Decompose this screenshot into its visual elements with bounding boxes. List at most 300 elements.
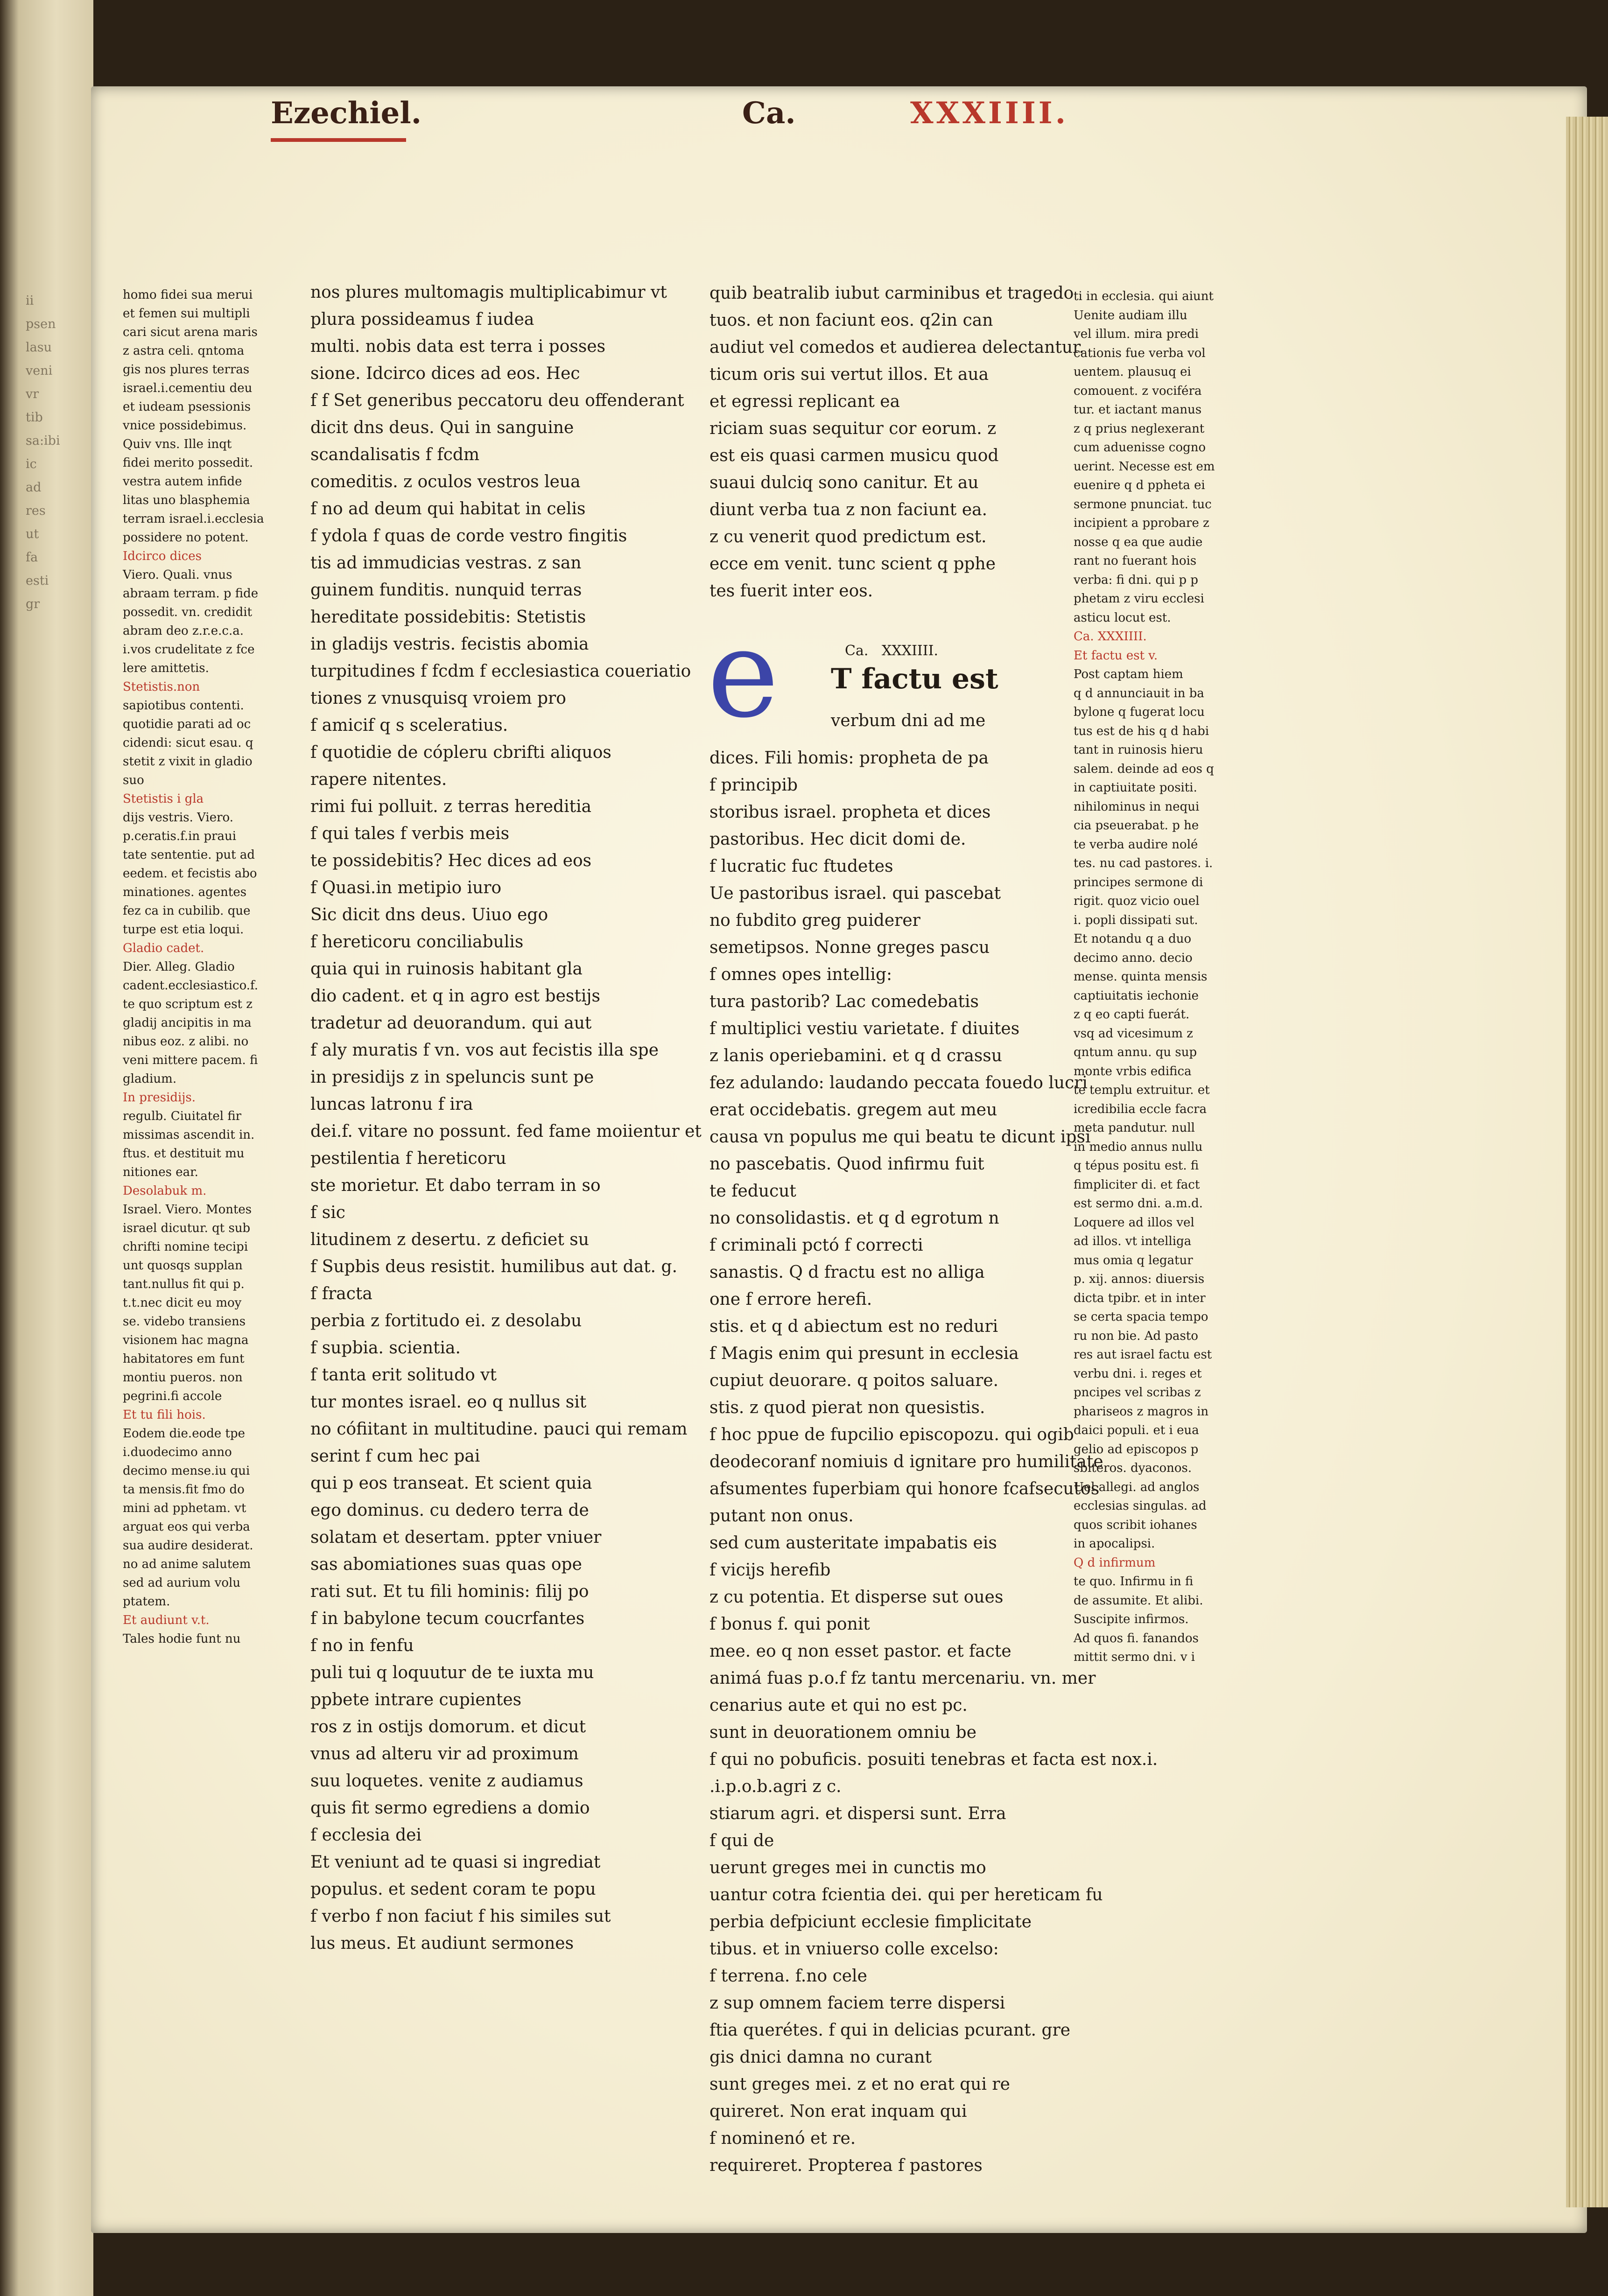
text-line: tuos. et non faciunt eos. q2in can	[709, 311, 993, 330]
text-line: sunt greges mei. z et no erat qui re	[709, 2075, 1010, 2094]
text-line: animá fuas p.o.f fz tantu mercenariu. vn. mer	[709, 1669, 1096, 1688]
gloss-line: mus omia q legatur	[1074, 1253, 1193, 1267]
gloss-line: minationes. agentes	[123, 885, 247, 899]
gloss-line: te verba audire nolé	[1074, 837, 1198, 852]
gloss-line: Stetistis i gla	[123, 792, 204, 806]
gloss-line: nitiones ear.	[123, 1165, 198, 1179]
text-line: tiones z vnusquisq vroiem pro	[310, 689, 566, 708]
text-line: est eis quasi carmen musicu quod	[709, 446, 999, 465]
gloss-line: Q d infirmum	[1074, 1555, 1156, 1570]
running-head-chapter-number: XXXIIII.	[910, 96, 1068, 131]
text-line: stiarum agri. et dispersi sunt. Erra	[709, 1804, 1006, 1823]
gloss-line: Desolabuk m.	[123, 1184, 207, 1198]
gloss-line: tant.nullus fit qui p.	[123, 1277, 245, 1291]
text-line: multi. nobis data est terra i posses	[310, 337, 606, 356]
gloss-line: mini ad pphetam. vt	[123, 1501, 246, 1515]
text-line: tura pastorib? Lac comedebatis	[709, 992, 979, 1011]
gloss-line: et femen sui multipli	[123, 307, 250, 321]
text-line: Et veniunt ad te quasi si ingrediat	[310, 1853, 601, 1872]
gloss-line: monte vrbis edifica	[1074, 1064, 1192, 1078]
text-line: f supbia. scientia.	[310, 1338, 461, 1358]
gloss-line: captiuitatis iechonie	[1074, 988, 1199, 1003]
text-line: et egressi replicant ea	[709, 392, 900, 411]
text-line: riciam suas sequitur cor eorum. z	[709, 419, 997, 438]
gloss-line: ptatem.	[123, 1595, 170, 1609]
gloss-line: mittit sermo dni. v i	[1074, 1650, 1195, 1664]
text-line: sed cum austeritate impabatis eis	[709, 1533, 997, 1553]
gloss-line: Quiv vns. Ille inqt	[123, 437, 232, 451]
gloss-line: regulb. Ciuitatel fir	[123, 1109, 242, 1123]
gloss-line: visionem hac magna	[123, 1333, 249, 1347]
text-line: dicit dns deus. Qui in sanguine	[310, 418, 574, 437]
gloss-line: dijs vestris. Viero.	[123, 811, 234, 825]
gloss-column-right	[1074, 287, 1239, 1667]
gloss-line: mense. quinta mensis	[1074, 970, 1208, 984]
gloss-line: uerint. Necesse est em	[1074, 459, 1215, 474]
gloss-line: pegrini.fi accole	[123, 1389, 222, 1403]
text-line: solatam et desertam. ppter vniuer	[310, 1528, 602, 1547]
gloss-line: bylone q fugerat locu	[1074, 705, 1205, 719]
gloss-line: Viero. Quali. vnus	[123, 568, 232, 582]
text-line: sanastis. Q d fractu est no alliga	[709, 1263, 985, 1282]
gloss-line: et iudeam psessionis	[123, 400, 251, 414]
left-edge-line: veni	[26, 364, 53, 378]
left-edge-line: ii	[26, 294, 34, 308]
text-line: f vicijs herefib	[709, 1561, 831, 1580]
text-line: plura possideamus f iudea	[310, 310, 534, 329]
gloss-line: montiu pueros. non	[123, 1371, 243, 1385]
gloss-line: sapiotibus contenti.	[123, 699, 244, 713]
text-line: no cófiitant in multitudine. pauci qui remam	[310, 1420, 688, 1439]
text-line: afsumentes fuperbiam qui honore fcafsecutos	[709, 1479, 1100, 1498]
gloss-line: Eodem die.eode tpe	[123, 1427, 246, 1441]
gloss-line: vestra autem infide	[123, 475, 242, 489]
gloss-line: fidei merito possedit.	[123, 456, 253, 470]
text-line: z sup omnem faciem terre dispersi	[709, 1994, 1005, 2013]
text-line: f tanta erit solitudo vt	[310, 1365, 497, 1385]
text-line: f Magis enim qui presunt in ecclesia	[709, 1344, 1019, 1363]
text-line: f Supbis deus resistit. humilibus aut dat. g.	[310, 1257, 678, 1276]
left-edge-line: vr	[26, 387, 39, 401]
text-line: f lucratic fuc ftudetes	[709, 857, 893, 876]
gloss-line: Et audiunt v.t.	[123, 1613, 210, 1627]
gloss-line: possedit. vn. credidit	[123, 605, 253, 619]
gloss-line: t.t.nec dicit eu moy	[123, 1296, 242, 1310]
gloss-line: Et notandu q a duo	[1074, 932, 1192, 946]
text-line: in gladijs vestris. fecistis abomia	[310, 635, 589, 654]
gloss-line: icredibilia eccle facra	[1074, 1102, 1207, 1116]
gloss-line: res aut israel factu est	[1074, 1348, 1212, 1362]
text-line: ecce em venit. tunc scient q pphe	[709, 554, 996, 574]
left-page-text	[26, 289, 82, 1736]
gloss-line: possidere no potent.	[123, 531, 249, 545]
gloss-line: i.vos crudelitate z fce	[123, 643, 255, 657]
gloss-line: phariseos z magros in	[1074, 1404, 1209, 1419]
gloss-line: p. xij. annos: diuersis	[1074, 1272, 1205, 1286]
gloss-line: habitatores em funt	[123, 1352, 245, 1366]
text-line: f aly muratis f vn. vos aut fecistis illa spe	[310, 1041, 659, 1060]
gloss-line: meta pandutur. null	[1074, 1121, 1195, 1135]
text-line: mee. eo q non esset pastor. et facte	[709, 1642, 1011, 1661]
gloss-line: unt quosqs supplan	[123, 1259, 243, 1273]
text-line: f no in fenfu	[310, 1636, 414, 1655]
text-line: suaui dulciq sono canitur. Et au	[709, 473, 979, 492]
text-line: scandalisatis f fcdm	[310, 445, 480, 464]
gloss-line: verbu dni. i. reges et	[1074, 1366, 1202, 1381]
text-line: perbia z fortitudo ei. z desolabu	[310, 1311, 582, 1330]
gloss-line: tur. et iactant manus	[1074, 403, 1202, 417]
text-line: no consolidastis. et q d egrotum n	[709, 1209, 999, 1228]
gloss-line: Suscipite infirmos.	[1074, 1612, 1189, 1626]
gloss-line: stetit z vixit in gladio	[123, 755, 253, 769]
text-line: z lanis operiebamini. et q d crassu	[709, 1046, 1002, 1065]
text-line: f amicif q s sceleratius.	[310, 716, 508, 735]
text-line: causa vn populus me qui beatu te dicunt ipsi	[709, 1127, 1091, 1147]
left-edge-line: tib	[26, 410, 43, 425]
text-line: guinem funditis. nunquid terras	[310, 581, 582, 600]
gloss-line: suo	[123, 773, 144, 787]
running-head-book: Ezechiel.	[271, 96, 421, 131]
gloss-line: Post captam hiem	[1074, 667, 1183, 681]
left-edge-line: res	[26, 504, 46, 518]
text-line: f principib	[709, 776, 798, 795]
gloss-line: z q prius neglexerant	[1074, 421, 1205, 436]
gloss-line: cum aduenisse cogno	[1074, 441, 1206, 455]
text-line: te possidebitis? Hec dices ad eos	[310, 851, 592, 870]
text-line: f multiplici vestiu varietate. f diuites	[709, 1019, 1020, 1038]
text-line: requireret. Propterea f pastores	[709, 2156, 983, 2175]
text-column-1	[310, 279, 702, 1957]
text-line: dices. Fili homis: propheta de pa	[709, 749, 989, 768]
gloss-line: israel.i.cementiu deu	[123, 381, 253, 395]
gloss-line: rant no fuerant hois	[1074, 554, 1197, 568]
gloss-line: Uel allegi. ad anglos	[1074, 1480, 1200, 1494]
text-line: ros z in ostijs domorum. et dicut	[310, 1717, 586, 1736]
text-line: f ydola f quas de corde vestro fingitis	[310, 526, 627, 546]
gloss-line: q d annunciauit in ba	[1074, 686, 1204, 700]
gloss-line: est sermo dni. a.m.d.	[1074, 1197, 1203, 1211]
gloss-line: cidendi: sicut esau. q	[123, 736, 253, 750]
text-line: qui p eos transeat. Et scient quia	[310, 1474, 592, 1493]
text-line: ppbete intrare cupientes	[310, 1690, 522, 1709]
text-line: deodecoranf nomiuis d ignitare pro humilitate	[709, 1452, 1103, 1471]
text-line: stis. z quod pierat non quesistis.	[709, 1398, 985, 1417]
gloss-line: dicta tpibr. et in inter	[1074, 1291, 1206, 1305]
text-line: f hoc ppue de fupcilio episcopozu. qui ogib	[709, 1425, 1074, 1444]
text-line: f quotidie de cópleru cbrifti aliquos	[310, 743, 611, 762]
text-line: f f Set generibus peccatoru deu offenderant	[310, 391, 684, 410]
gloss-line: missimas ascendit in.	[123, 1128, 255, 1142]
gloss-line: tus est de his q d habi	[1074, 724, 1209, 738]
gloss-line: Gladio cadet.	[123, 941, 204, 955]
text-line: f nominenó et re.	[709, 2129, 856, 2148]
gloss-line: verba: fi dni. qui p p	[1074, 573, 1199, 587]
text-line: one f errore herefi.	[709, 1290, 872, 1309]
left-page-edge	[0, 0, 93, 2296]
gloss-line: Ad quos fi. fanandos	[1074, 1631, 1199, 1645]
text-line: cupiut deuorare. q poitos saluare.	[709, 1371, 999, 1390]
gloss-line: i. popli dissipati sut.	[1074, 913, 1198, 927]
text-line: f omnes opes intellig:	[709, 965, 892, 984]
text-line: uantur cotra fcientia dei. qui per hereticam fu	[709, 1885, 1103, 1904]
text-line: rimi fui polluit. z terras hereditia	[310, 797, 592, 816]
gloss-line: arguat eos qui verba	[123, 1520, 250, 1534]
text-line: .i.p.o.b.agri z c.	[709, 1777, 842, 1796]
gloss-line: uentem. plausuq ei	[1074, 365, 1191, 379]
gloss-line: z q eo capti fuerát.	[1074, 1008, 1190, 1022]
running-head-chapter-label: Ca.	[742, 96, 796, 131]
text-line: Sic dicit dns deus. Uiuo ego	[310, 905, 548, 924]
gloss-line: incipient a pprobare z	[1074, 516, 1209, 530]
text-line: tes fuerit inter eos.	[709, 581, 873, 601]
text-line: f qui de	[709, 1831, 774, 1850]
text-line: f sic	[310, 1203, 345, 1222]
gloss-line: abraam terram. p fide	[123, 587, 259, 601]
gloss-column-left	[123, 286, 263, 1648]
text-line: sione. Idcirco dices ad eos. Hec	[310, 364, 580, 383]
text-line: pastoribus. Hec dicit domi de.	[709, 830, 966, 849]
text-line: ftia querétes. f qui in delicias pcurant. gre	[709, 2021, 1071, 2040]
text-line: f qui no pobuficis. posuiti tenebras et facta est nox.i.	[709, 1750, 1158, 1769]
gloss-line: in apocalipsi.	[1074, 1537, 1155, 1551]
text-line: sunt in deuorationem omniu be	[709, 1723, 976, 1742]
text-line: putant non onus.	[709, 1506, 854, 1526]
gloss-line: In presidijs.	[123, 1091, 196, 1105]
gloss-line: sua audire desiderat.	[123, 1539, 253, 1553]
text-line: rati sut. Et tu fili hominis: filij po	[310, 1582, 589, 1601]
text-line: f ecclesia dei	[310, 1826, 421, 1845]
text-line: vnus ad alteru vir ad proximum	[310, 1744, 579, 1764]
chapter-incipit: T factu est	[831, 663, 998, 695]
text-line: hereditate possidebitis: Stetistis	[310, 608, 586, 627]
gloss-line: pncipes vel scribas z	[1074, 1386, 1201, 1400]
text-line: populus. et sedent coram te popu	[310, 1880, 596, 1899]
gloss-line: no ad anime salutem	[123, 1557, 251, 1571]
text-line: serint f cum hec pai	[310, 1447, 480, 1466]
gloss-line: euenire q d ppheta ei	[1074, 478, 1205, 492]
text-line: pestilentia f hereticoru	[310, 1149, 506, 1168]
text-line: rapere nitentes.	[310, 770, 447, 789]
text-line: te feducut	[709, 1182, 796, 1201]
text-line: perbia defpiciunt ecclesie fimplicitate	[709, 1912, 1032, 1932]
text-line: fez adulando: laudando peccata fouedo lucri	[709, 1073, 1088, 1092]
text-line: ste morietur. Et dabo terram in so	[310, 1176, 601, 1195]
text-line: ego dominus. cu dedero terra de	[310, 1501, 589, 1520]
gloss-line: abram deo z.r.e.c.a.	[123, 624, 244, 638]
gloss-line: ru non bie. Ad pasto	[1074, 1329, 1198, 1343]
gloss-line: quotidie parati ad oc	[123, 717, 251, 731]
left-edge-line: gr	[26, 597, 40, 611]
gloss-line: cari sicut arena maris	[123, 325, 258, 339]
gloss-line: vel illum. mira predi	[1074, 327, 1199, 341]
text-line: tur montes israel. eo q nullus sit	[310, 1393, 587, 1412]
gloss-line: phetam z viru ecclesi	[1074, 592, 1204, 606]
text-line: puli tui q loquutur de te iuxta mu	[310, 1663, 594, 1682]
gloss-line: asticu locut est.	[1074, 610, 1171, 625]
gloss-line: ti in ecclesia. qui aiunt	[1074, 289, 1214, 303]
text-line: f fracta	[310, 1284, 372, 1303]
gloss-line: te templu extruitur. et	[1074, 1083, 1210, 1097]
gloss-line: ftus. et destituit mu	[123, 1147, 245, 1161]
gloss-line: te quo. Infirmu in fi	[1074, 1575, 1194, 1589]
text-line: storibus israel. propheta et dices	[709, 803, 991, 822]
gloss-line: nihilominus in nequi	[1074, 799, 1200, 814]
gloss-line: in medio annus nullu	[1074, 1140, 1203, 1154]
gloss-line: Et factu est v.	[1074, 648, 1158, 663]
gloss-line: salem. deinde ad eos q	[1074, 762, 1214, 776]
text-line: lus meus. Et audiunt sermones	[310, 1934, 574, 1953]
text-line: f qui tales f verbis meis	[310, 824, 510, 843]
gloss-line: gladij ancipitis in ma	[123, 1016, 252, 1030]
text-line: tibus. et in vniuerso colle excelso:	[709, 1939, 999, 1959]
gloss-line: i.duodecimo anno	[123, 1445, 232, 1459]
text-line: suu loquetes. venite z audiamus	[310, 1771, 583, 1791]
gloss-line: comouent. z vociféra	[1074, 384, 1202, 398]
gloss-line: Uenite audiam illu	[1074, 308, 1187, 322]
chapter-incipit-2: verbum dni ad me	[831, 711, 986, 730]
gloss-line: ta mensis.fit fmo do	[123, 1483, 245, 1497]
gloss-line: Ca. XXXIIII.	[1074, 630, 1147, 644]
text-line: tradetur ad deuorandum. qui aut	[310, 1014, 592, 1033]
gloss-line: daici populi. et i eua	[1074, 1423, 1199, 1437]
text-line: nos plures multomagis multiplicabimur vt	[310, 283, 667, 302]
left-edge-line: ad	[26, 480, 42, 495]
text-line: sas abomiationes suas quas ope	[310, 1555, 582, 1574]
text-line: quib beatralib iubut carminibus et tragedo	[709, 284, 1074, 303]
text-column-2-top	[709, 280, 1084, 605]
gloss-line: in captiuitate positi.	[1074, 781, 1197, 795]
chapter-label: Ca. XXXIIII.	[845, 643, 939, 659]
gloss-line: tate sententie. put ad	[123, 848, 255, 862]
gloss-line: cadent.ecclesiastico.f.	[123, 979, 259, 993]
left-edge-line: ut	[26, 527, 39, 541]
text-line: f in babylone tecum coucrfantes	[310, 1609, 585, 1628]
text-line: erat occidebatis. gregem aut meu	[709, 1100, 997, 1120]
left-edge-line: lasu	[26, 340, 52, 355]
gloss-line: q tépus positu est. fi	[1074, 1159, 1199, 1173]
gloss-line: Stetistis.non	[123, 680, 200, 694]
gloss-line: vsq ad vicesimum z	[1074, 1026, 1193, 1041]
text-line: cenarius aute et qui no est pc.	[709, 1696, 968, 1715]
text-line: f bonus f. qui ponit	[709, 1615, 870, 1634]
text-line: quis fit sermo egrediens a domio	[310, 1799, 590, 1818]
gloss-line: tes. nu cad pastores. i.	[1074, 856, 1213, 870]
gloss-line: fez ca in cubilib. que	[123, 904, 251, 918]
left-edge-line: fa	[26, 550, 38, 565]
gloss-line: cia pseuerabat. p he	[1074, 819, 1199, 833]
text-line: f hereticoru conciliabulis	[310, 932, 524, 952]
gloss-line: eedem. et fecistis abo	[123, 867, 257, 881]
gloss-line: veni mittere pacem. fi	[123, 1053, 258, 1067]
text-line: f verbo f non faciut f his similes sut	[310, 1907, 611, 1926]
text-line: tis ad immudicias vestras. z san	[310, 553, 582, 573]
gloss-line: decimo mense.iu qui	[123, 1464, 250, 1478]
gloss-line: qntum annu. qu sup	[1074, 1045, 1197, 1059]
gloss-line: vnice possidebimus.	[123, 419, 247, 433]
gloss-line: chrifti nomine tecipi	[123, 1240, 248, 1254]
gloss-line: sermone pnunciat. tuc	[1074, 497, 1212, 511]
gloss-line: de assumite. Et alibi.	[1074, 1593, 1203, 1608]
decorated-initial: e	[707, 604, 779, 745]
text-line: stis. et q d abiectum est no reduri	[709, 1317, 998, 1336]
gloss-line: cationis fue verba vol	[1074, 346, 1206, 360]
gloss-line: decimo anno. decio	[1074, 951, 1193, 965]
gloss-line: terram israel.i.ecclesia	[123, 512, 264, 526]
text-line: f Quasi.in metipio iuro	[310, 878, 502, 897]
gloss-line: gelio ad episcopos p	[1074, 1442, 1199, 1456]
text-line: comeditis. z oculos vestros leua	[310, 472, 581, 491]
text-line: turpitudines f fcdm f ecclesiastica coueriatio	[310, 662, 691, 681]
text-line: luncas latronu f ira	[310, 1095, 473, 1114]
gloss-line: israel dicutur. qt sub	[123, 1221, 251, 1235]
gloss-line: gladium.	[123, 1072, 177, 1086]
text-line: quia qui in ruinosis habitant gla	[310, 959, 583, 979]
text-line: f no ad deum qui habitat in celis	[310, 499, 586, 518]
running-head-underline	[271, 138, 406, 142]
gloss-line: Loquere ad illos vel	[1074, 1215, 1194, 1230]
text-line: dei.f. vitare no possunt. fed fame moiientur et	[310, 1122, 702, 1141]
gloss-line: ad illos. vt intelliga	[1074, 1234, 1192, 1248]
gloss-line: nosse q ea que audie	[1074, 535, 1203, 549]
text-line: quireret. Non erat inquam qui	[709, 2102, 967, 2121]
gloss-line: quos scribit iohanes	[1074, 1518, 1197, 1532]
fore-edge	[1566, 117, 1608, 2207]
text-line: no fubdito greg puiderer	[709, 911, 920, 930]
text-line: f terrena. f.no cele	[709, 1967, 867, 1986]
left-edge-line: ic	[26, 457, 37, 471]
text-line: z cu potentia. Et disperse sut oues	[709, 1588, 1004, 1607]
left-edge-line: sa:ibi	[26, 434, 60, 448]
gloss-line: Dier. Alleg. Gladio	[123, 960, 235, 974]
gloss-line: sed ad aurium volu	[123, 1576, 241, 1590]
gloss-line: Tales hodie funt nu	[123, 1632, 241, 1646]
gloss-line: ecclesias singulas. ad	[1074, 1499, 1207, 1513]
gloss-line: Et tu fili hois.	[123, 1408, 206, 1422]
gloss-line: tant in ruinosis hieru	[1074, 743, 1203, 757]
gloss-line: nibus eoz. z alibi. no	[123, 1035, 249, 1049]
text-line: gis dnici damna no curant	[709, 2048, 932, 2067]
gloss-line: se certa spacia tempo	[1074, 1310, 1208, 1324]
gloss-line: turpe est etia loqui.	[123, 923, 244, 937]
text-line: dio cadent. et q in agro est bestijs	[310, 987, 600, 1006]
text-line: in presidijs z in speluncis sunt pe	[310, 1068, 594, 1087]
text-line: semetipsos. Nonne greges pascu	[709, 938, 990, 957]
text-line: litudinem z desertu. z deficiet su	[310, 1230, 589, 1249]
text-line: diunt verba tua z non faciunt ea.	[709, 500, 988, 519]
gloss-line: rigit. quoz vicio ouel	[1074, 894, 1200, 908]
gloss-line: sbiteros. dyaconos.	[1074, 1461, 1192, 1475]
text-line: ticum oris sui vertut illos. Et aua	[709, 365, 989, 384]
text-line: audiut vel comedos et audierea delectantur.	[709, 338, 1084, 357]
gloss-line: p.ceratis.f.in praui	[123, 829, 237, 843]
left-edge-line: esti	[26, 574, 49, 588]
gloss-line: litas uno blasphemia	[123, 493, 250, 507]
gloss-line: gis nos plures terras	[123, 363, 250, 377]
gloss-line: z astra celi. qntoma	[123, 344, 245, 358]
text-line: no pascebatis. Quod infirmu fuit	[709, 1155, 984, 1174]
text-line: Ue pastoribus israel. qui pascebat	[709, 884, 1001, 903]
gloss-line: Idcirco dices	[123, 549, 202, 563]
gloss-line: homo fidei sua merui	[123, 288, 253, 302]
left-edge-line: psen	[26, 317, 56, 331]
text-line: uerunt greges mei in cunctis mo	[709, 1858, 986, 1877]
gloss-line: Israel. Viero. Montes	[123, 1203, 252, 1217]
text-line: z cu venerit quod predictum est.	[709, 527, 987, 546]
gloss-line: te quo scriptum est z	[123, 997, 253, 1011]
gloss-line: se. videbo transiens	[123, 1315, 246, 1329]
gloss-line: principes sermone di	[1074, 875, 1203, 889]
gloss-line: lere amittetis.	[123, 661, 209, 675]
